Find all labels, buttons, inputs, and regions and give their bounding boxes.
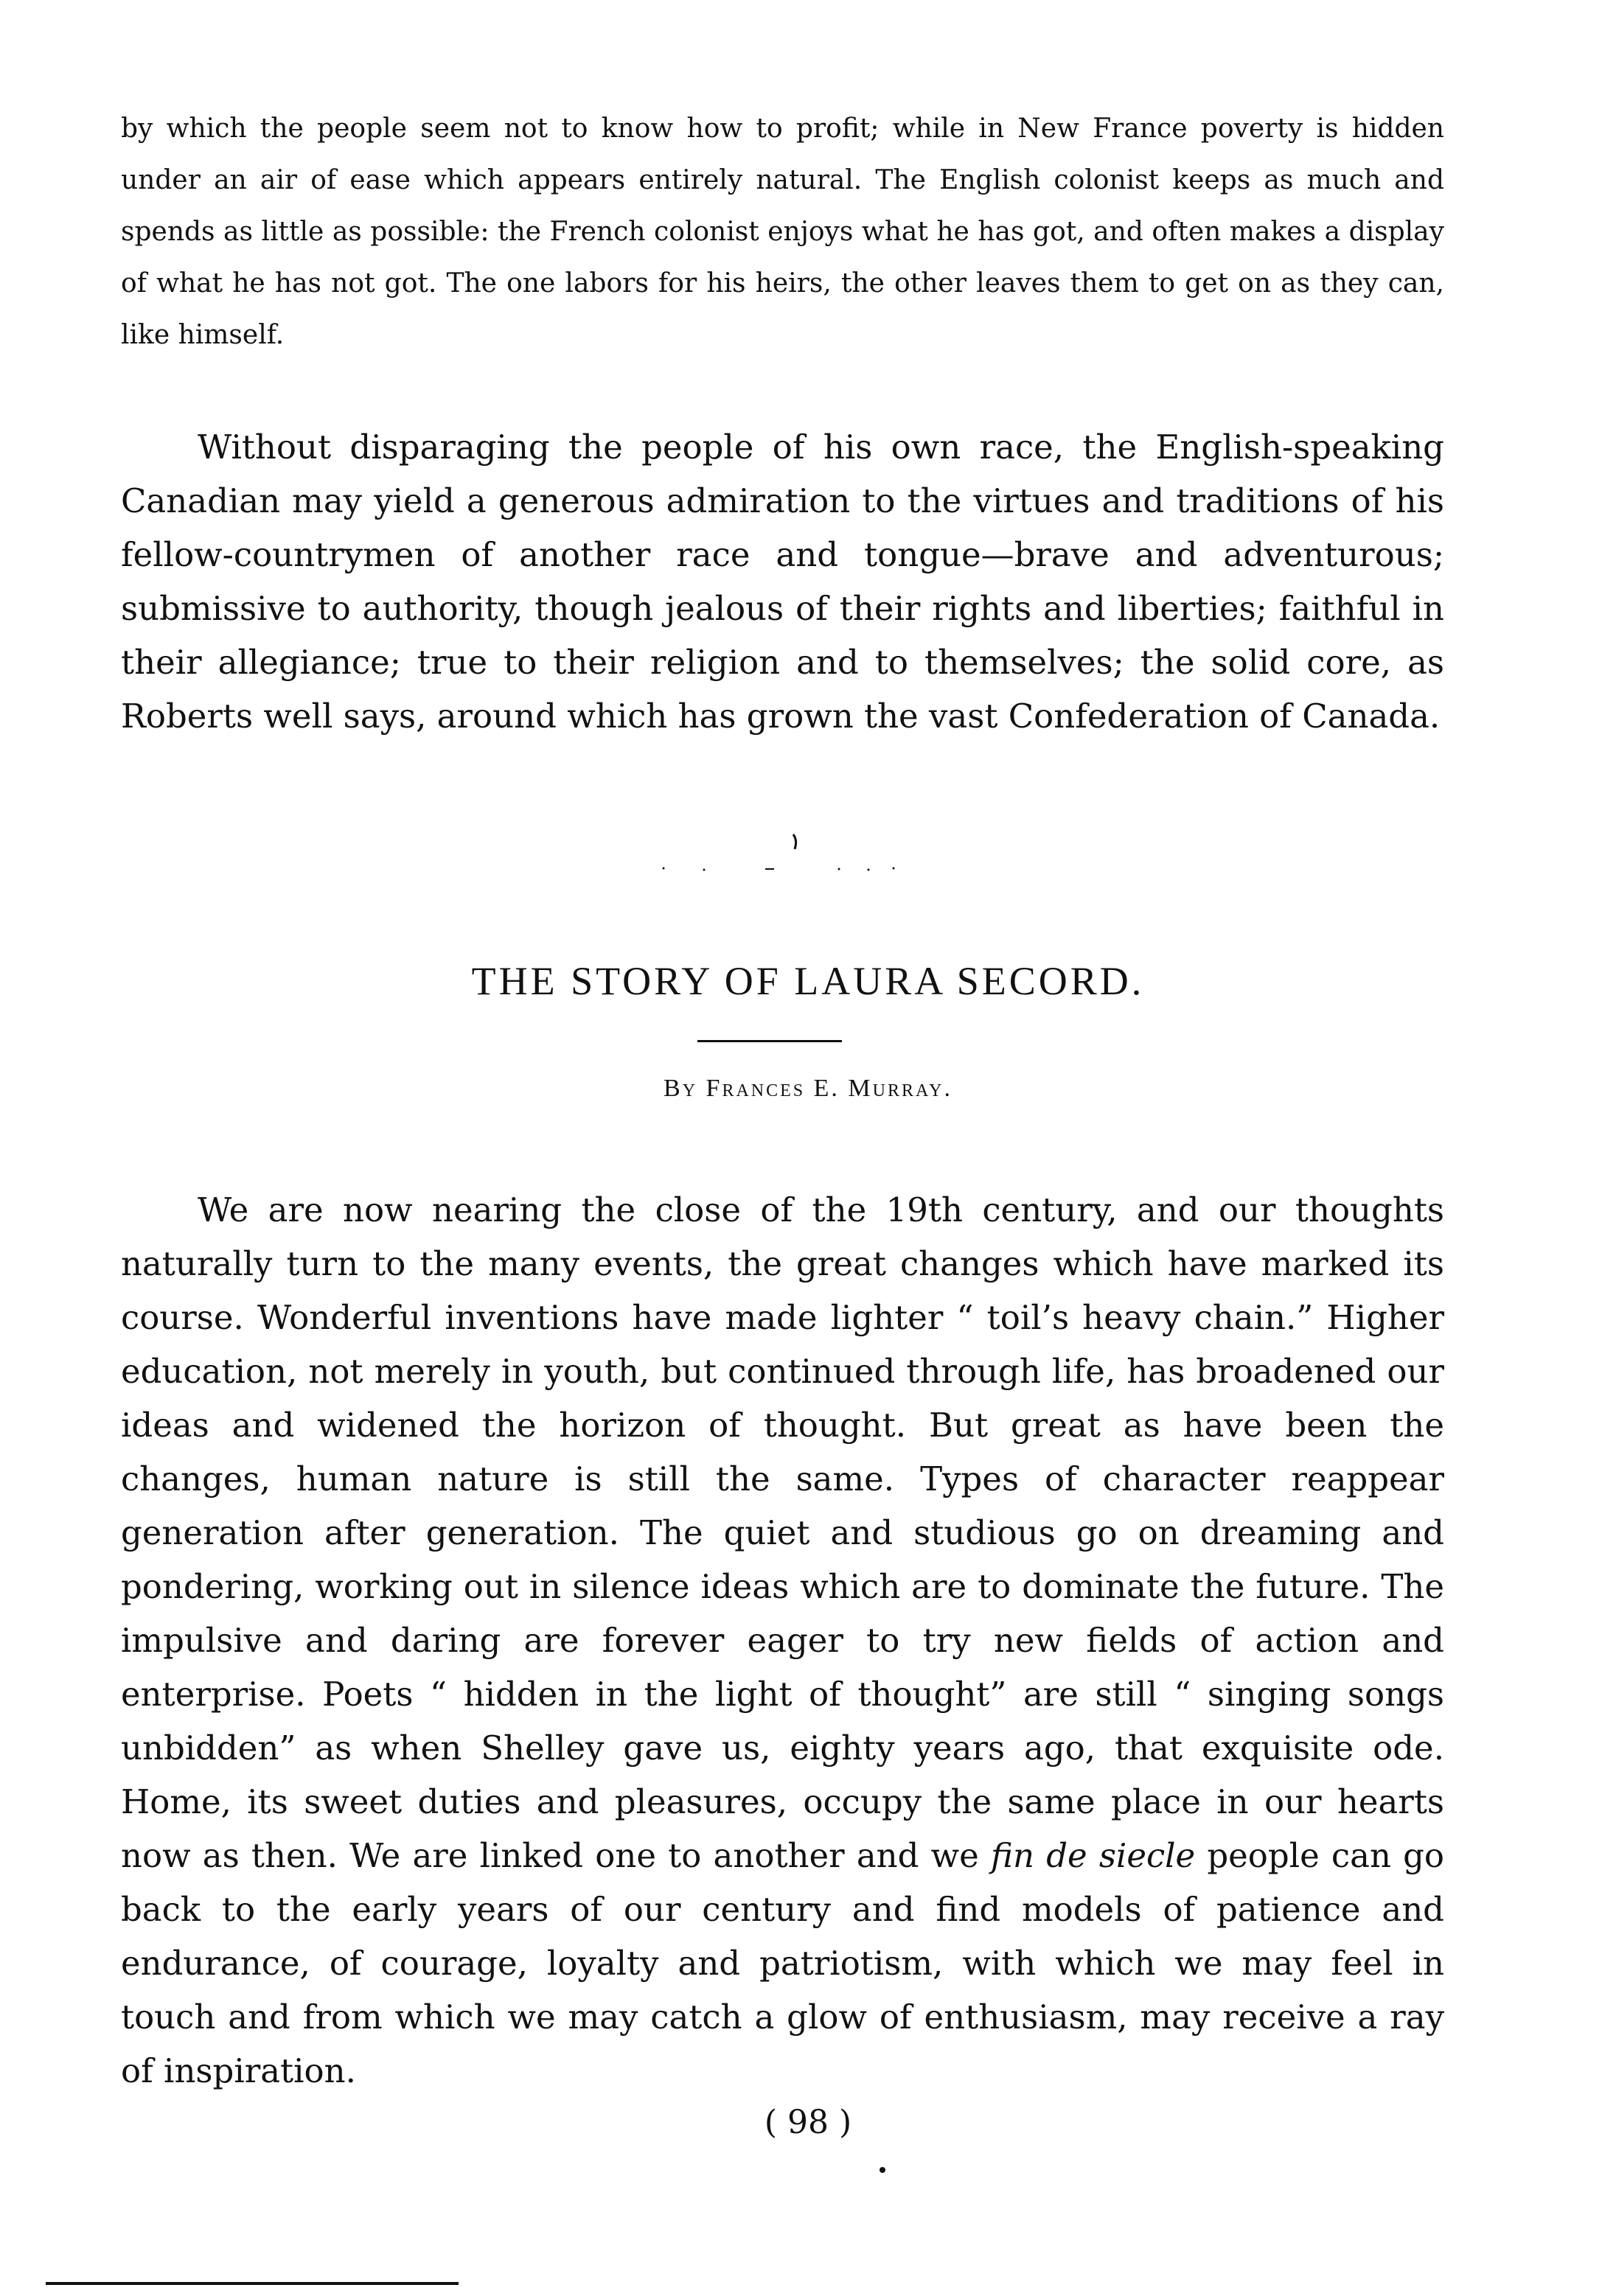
century-paragraph-text: We are now nearing the close of the 19th century, and our thoughts naturally turn to the many events, the great changes which have marked its course. Wonderful inventions have made lighter “ toil’s heavy chain.” Higher education, not merely in youth, but continued through life, has broadened our ideas and widened the horizon of thought. But great as have been the changes, human nature is still the same. Types of character reappear generation after generation. The quiet and studious go on dreaming and pondering, working out in silence ideas which are to dominate the future. The impulsive and daring are forever eager to try new fields of action and enterprise. Poets “ hidden in the light of thought” are still “ singing songs unbidden” as when Shelley gave us, eighty years ago, that exquisite ode. Home, its sweet duties and pleasures, occupy the same place in our hearts now as then. We are linked one to another and we: [121, 1190, 1444, 1875]
page-number: ( 98 ): [764, 2104, 852, 2141]
century-paragraph: [121, 1183, 1444, 2098]
bottom-rule: [46, 2282, 459, 2285]
title-rule: [697, 1040, 842, 1042]
article-byline: By Frances E. Murray.: [664, 1075, 952, 1102]
article-title: THE STORY OF LAURA SECORD.: [471, 959, 1145, 1003]
section-divider-ornament: [634, 826, 944, 884]
century-paragraph-ending: people can go back to the early years of our century and find models of patience and endurance, of courage, loyalty and patriotism, with which we may feel in touch and from which we may catch a glow of enthusiasm, may receive a ray of inspiration.: [121, 1836, 1445, 2090]
continued-paragraph: by which the people seem not to know how to profit; while in New France poverty is hidden under an air of ease which appears entirely natural. The English colonist keeps as much and spends as little as possible: the French colonist enjoys what he has got, and often makes a display of what he has not got. The one labors for his heirs, the other leaves them to get on as they can, like himself.: [121, 114, 1444, 350]
italic-phrase: fin de siecle: [991, 1836, 1196, 1875]
race-paragraph: Without disparaging the people of his own race, the English-speaking Canadian may yield a generous admiration to the virtues and traditions of his fellow-countrymen of another race and tongue—brave and adventurous; submissive to authority, though jealous of their rights and liberties; faithful in their allegiance; true to their religion and to themselves; the solid core, as Roberts well says, around which has grown the vast Confederation of Canada.: [121, 428, 1444, 736]
ink-dot: [880, 2167, 885, 2173]
